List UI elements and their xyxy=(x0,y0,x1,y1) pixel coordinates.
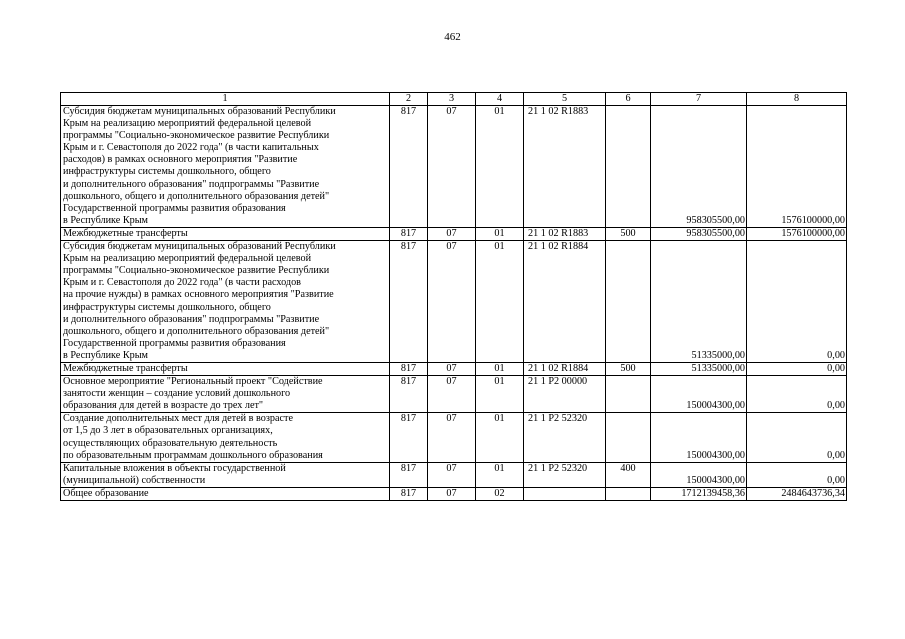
expense-type-cell: 500 xyxy=(606,227,651,240)
amount-cell-col8: 0,00 xyxy=(747,413,847,462)
row-name-cell: Субсидия бюджетам муниципальных образований Республики Крым на реализацию мероприятий федеральной целевой программы "Социально-экономическое развитие Республики Крым и г. Севастополя до 2022 года" (в части капитальных расходов) в рамках основного мероприятия "Развитие инфраструктуры системы дошкольного, общего и дополнительного образования" подпрограммы "Развитие дошкольного, общего и дополнительного образования детей" Государственной программы развития образования в Республике Крым xyxy=(61,106,390,228)
amount-cell-col7: 150004300,00 xyxy=(651,462,747,487)
ministry-code-cell: 817 xyxy=(390,362,428,375)
subsection-code-cell: 01 xyxy=(476,106,524,228)
column-header: 8 xyxy=(747,93,847,106)
amount-cell-col7: 958305500,00 xyxy=(651,227,747,240)
section-code-cell: 07 xyxy=(428,227,476,240)
section-code-cell: 07 xyxy=(428,241,476,363)
amount-cell-col7: 958305500,00 xyxy=(651,106,747,228)
expense-type-cell xyxy=(606,487,651,500)
subsection-code-cell: 02 xyxy=(476,487,524,500)
row-name-cell: Основное мероприятие "Региональный проект "Содействие занятости женщин – создание условий дошкольного образования для детей в возрасте до трех лет" xyxy=(61,376,390,413)
ministry-code-cell: 817 xyxy=(390,106,428,228)
column-header: 1 xyxy=(61,93,390,106)
target-article-cell: 21 1 02 R1884 xyxy=(524,241,606,363)
ministry-code-cell: 817 xyxy=(390,462,428,487)
amount-cell-col8: 1576100000,00 xyxy=(747,227,847,240)
expense-type-cell xyxy=(606,106,651,228)
amount-cell-col8: 1576100000,00 xyxy=(747,106,847,228)
subsection-code-cell: 01 xyxy=(476,227,524,240)
page-number: 462 xyxy=(444,31,461,43)
column-header: 3 xyxy=(428,93,476,106)
amount-cell-col7: 150004300,00 xyxy=(651,413,747,462)
table-row xyxy=(61,487,847,500)
section-code-cell: 07 xyxy=(428,462,476,487)
column-header: 4 xyxy=(476,93,524,106)
expense-type-cell xyxy=(606,241,651,363)
ministry-code-cell: 817 xyxy=(390,487,428,500)
section-code-cell: 07 xyxy=(428,413,476,462)
column-header: 2 xyxy=(390,93,428,106)
amount-cell-col7: 150004300,00 xyxy=(651,376,747,413)
column-header: 7 xyxy=(651,93,747,106)
subsection-code-cell: 01 xyxy=(476,462,524,487)
budget-table xyxy=(60,92,847,501)
expense-type-cell xyxy=(606,413,651,462)
column-header: 6 xyxy=(606,93,651,106)
row-name-cell: Межбюджетные трансферты xyxy=(61,227,390,240)
table-row xyxy=(61,413,847,462)
expense-type-cell: 400 xyxy=(606,462,651,487)
amount-cell-col7: 51335000,00 xyxy=(651,241,747,363)
ministry-code-cell: 817 xyxy=(390,227,428,240)
ministry-code-cell: 817 xyxy=(390,413,428,462)
expense-type-cell: 500 xyxy=(606,362,651,375)
table-row xyxy=(61,241,847,363)
amount-cell-col8: 2484643736,34 xyxy=(747,487,847,500)
target-article-cell: 21 1 02 R1884 xyxy=(524,362,606,375)
table-row xyxy=(61,362,847,375)
amount-cell-col7: 51335000,00 xyxy=(651,362,747,375)
expense-type-cell xyxy=(606,376,651,413)
subsection-code-cell: 01 xyxy=(476,241,524,363)
row-name-cell: Создание дополнительных мест для детей в возрасте от 1,5 до 3 лет в образовательных организациях, осуществляющих образовательную деятельность по образовательным программам дошкольного образования xyxy=(61,413,390,462)
subsection-code-cell: 01 xyxy=(476,413,524,462)
table-row xyxy=(61,106,847,228)
ministry-code-cell: 817 xyxy=(390,241,428,363)
subsection-code-cell: 01 xyxy=(476,376,524,413)
target-article-cell: 21 1 P2 52320 xyxy=(524,413,606,462)
amount-cell-col8: 0,00 xyxy=(747,241,847,363)
amount-cell-col7: 1712139458,36 xyxy=(651,487,747,500)
row-name-cell: Межбюджетные трансферты xyxy=(61,362,390,375)
section-code-cell: 07 xyxy=(428,106,476,228)
subsection-code-cell: 01 xyxy=(476,362,524,375)
amount-cell-col8: 0,00 xyxy=(747,462,847,487)
row-name-cell: Капитальные вложения в объекты государственной (муниципальной) собственности xyxy=(61,462,390,487)
row-name-cell: Субсидия бюджетам муниципальных образований Республики Крым на реализацию мероприятий федеральной целевой программы "Социально-экономическое развитие Республики Крым и г. Севастополя до 2022 года" (в части расходов на прочие нужды) в рамках основного мероприятия "Развитие инфраструктуры системы дошкольного, общего и дополнительного образования" подпрограммы "Развитие дошкольного, общего и дополнительного образования детей" Государственной программы развития образования в Республике Крым xyxy=(61,241,390,363)
target-article-cell: 21 1 02 R1883 xyxy=(524,227,606,240)
target-article-cell: 21 1 P2 52320 xyxy=(524,462,606,487)
table-row xyxy=(61,462,847,487)
table-row xyxy=(61,376,847,413)
section-code-cell: 07 xyxy=(428,487,476,500)
table-row xyxy=(61,227,847,240)
ministry-code-cell: 817 xyxy=(390,376,428,413)
section-code-cell: 07 xyxy=(428,362,476,375)
row-name-cell: Общее образование xyxy=(61,487,390,500)
column-header: 5 xyxy=(524,93,606,106)
target-article-cell: 21 1 P2 00000 xyxy=(524,376,606,413)
table-header-row xyxy=(61,93,847,106)
amount-cell-col8: 0,00 xyxy=(747,376,847,413)
target-article-cell xyxy=(524,487,606,500)
target-article-cell: 21 1 02 R1883 xyxy=(524,106,606,228)
amount-cell-col8: 0,00 xyxy=(747,362,847,375)
section-code-cell: 07 xyxy=(428,376,476,413)
